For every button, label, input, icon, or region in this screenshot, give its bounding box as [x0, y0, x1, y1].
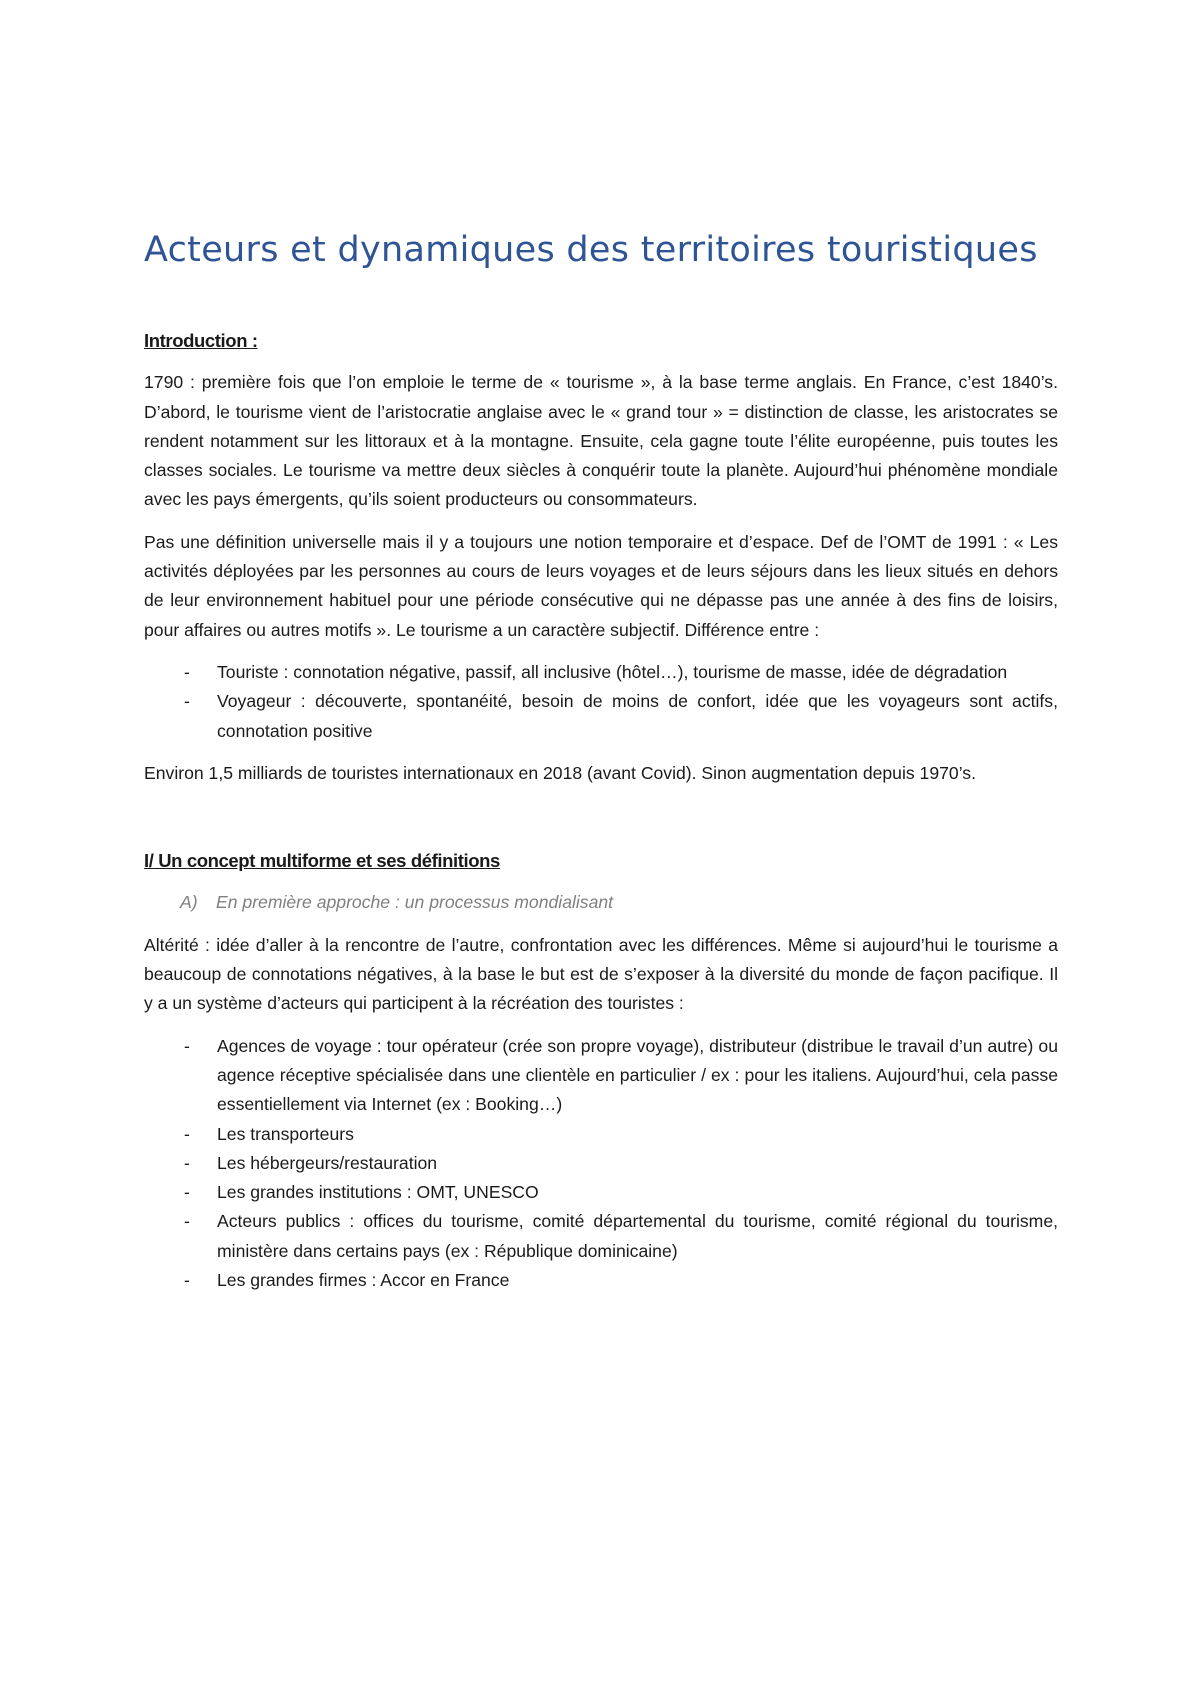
intro-paragraph-1: 1790 : première fois que l’on emploie le terme de « tourisme », à la base terme anglais. En France, c’est 1840’s. D’abord, le tourisme vient de l’aristocratie anglaise avec le « grand tour » = distinction de classe, les aristocrates se rendent notamment sur les littoraux et à la montagne. Ensuite, cela gagne toute l’élite européenne, puis toutes les classes sociales. Le tourisme va mettre deux siècles à conquérir toute la planète. Aujourd’hui phénomène mondiale avec les pays émergents, qu’ils soient producteurs ou consommateurs. [144, 372, 1058, 510]
subsection-a-text: En première approche : un processus mondialisant [216, 892, 614, 913]
list-item [144, 1266, 1058, 1295]
list-item-text: Les grandes firmes : Accor en France [217, 1270, 510, 1291]
list-item-text: Voyageur : découverte, spontanéité, besoin de moins de confort, idée que les voyageurs sont actifs, connotation positive [217, 691, 1058, 741]
dash-marker: - [184, 1035, 190, 1056]
list-item-text: Les transporteurs [217, 1123, 354, 1144]
list-item-text: Les grandes institutions : OMT, UNESCO [217, 1182, 539, 1203]
section-1-paragraph-1: Altérité : idée d’aller à la rencontre de l’autre, confrontation avec les différences. Même si aujourd’hui le tourisme a beaucoup de connotations négatives, à la base le but est de s’exposer à la diversité du monde de façon pacifique. Il y a un système d’acteurs qui participent à la récréation des touristes : [144, 934, 1058, 1014]
intro-paragraph-3: Environ 1,5 milliards de touristes internationaux en 2018 (avant Covid). Sinon augmentation depuis 1970’s. [144, 762, 976, 783]
section-spacer [144, 801, 1058, 846]
actors-list [144, 1032, 1058, 1296]
dash-marker: - [184, 691, 190, 712]
list-item-text: Touriste : connotation négative, passif, all inclusive (hôtel…), tourisme de masse, idée de dégradation [217, 661, 1008, 682]
document-title: Acteurs et dynamiques des territoires touristiques [144, 230, 1038, 270]
subsection-a-letter: A) [180, 892, 198, 913]
subsection-a-heading [180, 888, 1058, 917]
dash-marker: - [184, 1211, 190, 1232]
list-item [144, 1032, 1058, 1120]
list-item-text: Agences de voyage : tour opérateur (crée son propre voyage), distributeur (distribue le travail d’un autre) ou agence réceptive spécialisée dans une clientèle en particulier / ex : pour les italiens. Aujourd’hui, cela passe essentiellement via Internet (ex : Booking…) [217, 1035, 1058, 1115]
dash-marker: - [184, 1123, 190, 1144]
dash-marker: - [184, 1182, 190, 1203]
list-item [144, 1207, 1058, 1266]
difference-list [144, 658, 1058, 746]
document-body [144, 326, 1058, 1308]
list-item [144, 1120, 1058, 1149]
section-1-heading: I/ Un concept multiforme et ses définitions [144, 850, 500, 872]
dash-marker: - [184, 661, 190, 682]
list-item [144, 1178, 1058, 1207]
list-item [144, 687, 1058, 746]
dash-marker: - [184, 1152, 190, 1173]
intro-paragraph-2: Pas une définition universelle mais il y a toujours une notion temporaire et d’espace. Def de l’OMT de 1991 : « Les activités déployées par les personnes au cours de leurs voyages et de leurs séjours dans les lieux situés en dehors de leur environnement habituel pour une période consécutive qui ne dépasse pas une année à des fins de loisirs, pour affaires ou autres motifs ». Le tourisme a un caractère subjectif. Différence entre : [144, 531, 1058, 640]
list-item [144, 1149, 1058, 1178]
list-item-text: Acteurs publics : offices du tourisme, comité départemental du tourisme, comité régional du tourisme, ministère dans certains pays (ex : République dominicaine) [217, 1211, 1058, 1261]
dash-marker: - [184, 1270, 190, 1291]
introduction-heading: Introduction : [144, 330, 258, 351]
list-item-text: Les hébergeurs/restauration [217, 1152, 438, 1173]
list-item [144, 658, 1058, 687]
